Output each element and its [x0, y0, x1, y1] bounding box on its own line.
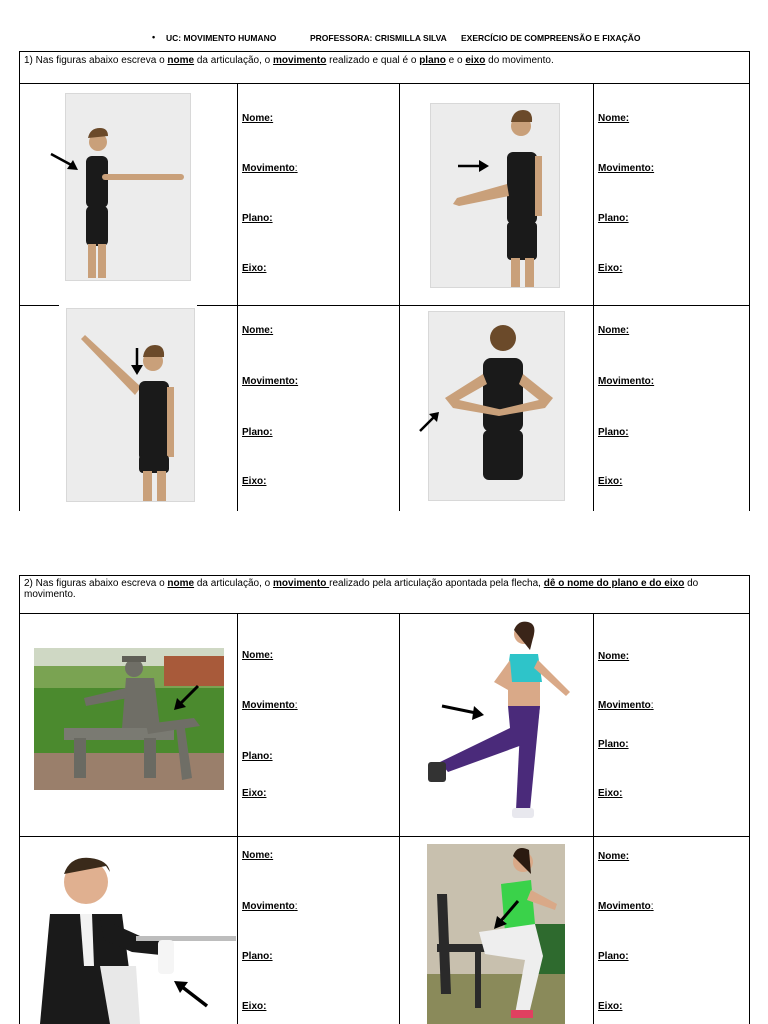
header-teacher: PROFESSORA: CRISMILLA SILVA — [310, 33, 447, 43]
arrow-icon — [49, 151, 81, 173]
photo-shoulder-abduction-front — [66, 308, 195, 502]
section2-row-divider — [19, 613, 750, 614]
arrow-icon — [129, 346, 145, 376]
label-nome: Nome: — [242, 325, 274, 336]
arrow-icon — [171, 683, 201, 713]
section1-col-divider — [237, 83, 238, 511]
label-eixo: Eixo: — [242, 1001, 267, 1012]
label-eixo: Eixo: — [598, 263, 623, 274]
label-plano: Plano: — [598, 213, 629, 224]
label-plano: Plano: — [242, 213, 273, 224]
photo-shoulder-back-view — [428, 311, 565, 501]
arrow-icon — [440, 700, 486, 722]
arrow-icon — [490, 898, 522, 932]
label-plano: Plano: — [242, 951, 273, 962]
section1-col-divider — [399, 83, 400, 511]
label-movimento: Movimento: — [242, 700, 298, 711]
label-movimento: Movimento: — [598, 163, 655, 174]
label-plano: Plano: — [598, 427, 629, 438]
photo-statue-bench — [34, 648, 224, 790]
label-eixo: Eixo: — [598, 476, 623, 487]
section1-row-divider — [19, 83, 750, 84]
section1-row-divider — [197, 305, 750, 306]
label-nome: Nome: — [598, 325, 630, 336]
label-nome: Nome: — [242, 650, 274, 661]
header-title: EXERCÍCIO DE COMPREENSÃO E FIXAÇÃO — [461, 33, 641, 43]
section2-col-divider — [237, 613, 238, 1024]
label-eixo: Eixo: — [242, 263, 267, 274]
label-movimento: Movimento: — [598, 376, 655, 387]
photo-hip-extension-woman — [418, 620, 578, 830]
label-nome: Nome: — [598, 651, 630, 662]
label-nome: Nome: — [242, 850, 274, 861]
label-plano: Plano: — [598, 951, 629, 962]
label-movimento: Movimento: — [598, 700, 654, 711]
label-eixo: Eixo: — [242, 788, 267, 799]
arrow-icon — [171, 978, 211, 1010]
label-nome: Nome: — [242, 113, 274, 124]
section2-row-divider — [19, 836, 750, 837]
section2-col-divider — [593, 613, 594, 1024]
photo-squat-chair — [427, 844, 565, 1024]
label-movimento: Movimento: — [242, 163, 298, 174]
label-movimento: Movimento: — [242, 901, 298, 912]
label-plano: Plano: — [598, 739, 629, 750]
label-movimento: Movimento: — [598, 901, 654, 912]
section2-intro: 2) Nas figuras abaixo escreva o nome da articulação, o movimento realizado pela articulação apontada pela flecha, dê o nome do plano e do eixo do movimento. — [24, 578, 699, 600]
section1-row-divider — [19, 305, 59, 306]
label-plano: Plano: — [242, 427, 273, 438]
label-nome: Nome: — [598, 113, 630, 124]
label-eixo: Eixo: — [598, 788, 623, 799]
label-eixo: Eixo: — [242, 476, 267, 487]
section1-intro: 1) Nas figuras abaixo escreva o nome da articulação, o movimento realizado e qual é o plano e o eixo do movimento. — [24, 55, 554, 66]
arrow-icon — [456, 158, 490, 174]
header-bullet: • — [152, 32, 156, 42]
arrow-icon — [417, 410, 441, 434]
label-plano: Plano: — [242, 751, 273, 762]
header-course: UC: MOVIMENTO HUMANO — [166, 33, 277, 43]
label-eixo: Eixo: — [598, 1001, 623, 1012]
photo-shoulder-flexion-side — [65, 93, 191, 281]
section2-col-divider — [399, 613, 400, 1024]
section1-col-divider — [593, 83, 594, 511]
label-nome: Nome: — [598, 851, 630, 862]
photo-shoulder-horizontal-front — [430, 103, 560, 288]
label-movimento: Movimento: — [242, 376, 299, 387]
